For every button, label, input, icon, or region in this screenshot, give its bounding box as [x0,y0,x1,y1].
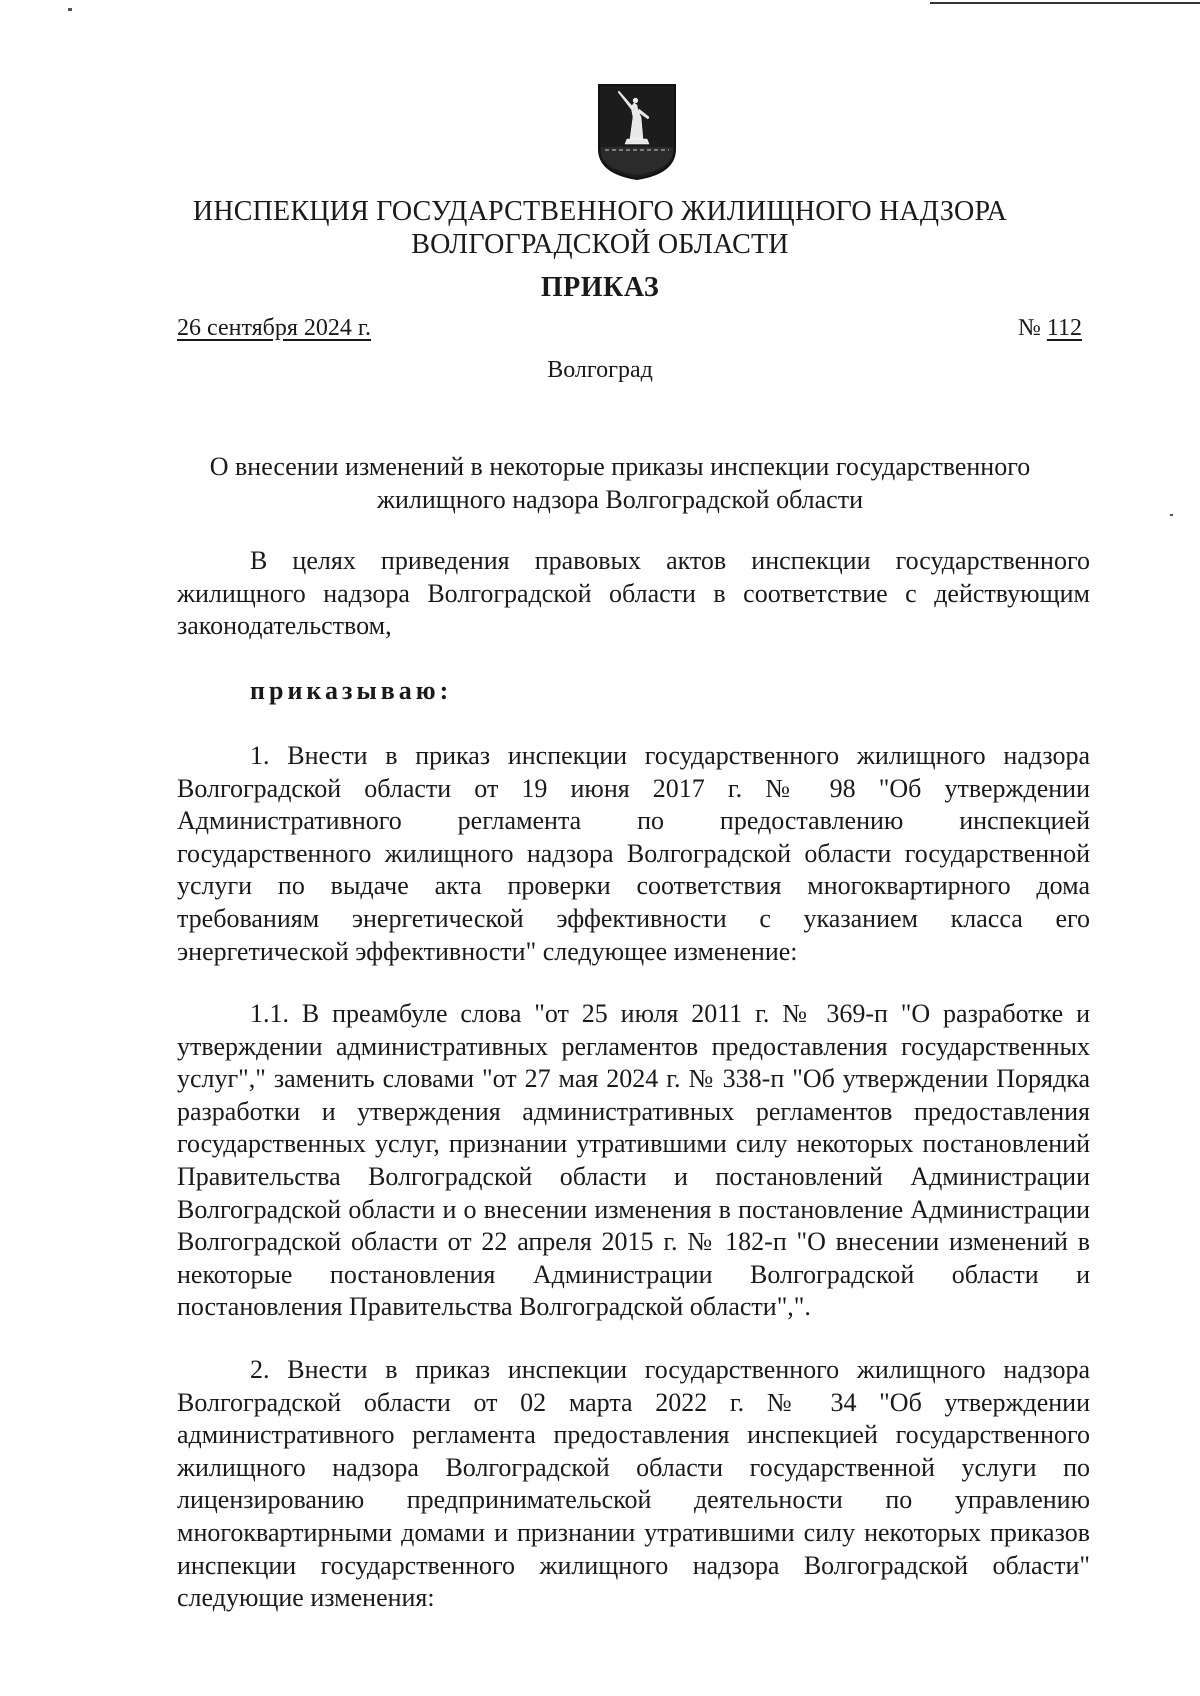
paragraph-item-2: 2. Внести в приказ инспекции государственного жилищного надзора Волгоградской области от 02 марта 2022 г. № 34 "Об утверждении административного регламента предоставления инспекцией государственного жилищного надзора Волгоградской области государственной услуги по лицензированию предпринимательской деятельности по управлению многоквартирными домами и признании утратившими силу некоторых приказов инспекции государственного жилищного надзора Волгоградской области" следующие изменения: [177,1355,1090,1613]
document-type-title: ПРИКАЗ [540,272,660,303]
number-sign: № [1018,315,1041,341]
paragraph-intro: В целях приведения правовых актов инспекции государственного жилищного надзора Волгоградской области в соответствие с действующим законодательством, [177,546,1090,641]
scan-artifact-dot [1170,514,1173,516]
paragraph-item-1-1: 1.1. В преамбуле слова "от 25 июля 2011 г. № 369-п "О разработке и утверждении административных регламентов предоставления государственных услуг"," заменить словами "от 27 мая 2024 г. № 338-п "Об утверждении Порядка разработки и утверждения административных регламентов предоставления государственных услуг, признании утратившими силу некоторых постановлений Правительства Волгоградской области и постановлений Администрации Волгоградской области и о внесении изменения в постановление Администрации Волгоградской области от 22 апреля 2015 г. № 182-п "О внесении изменений в некоторые постановления Администрации Волгоградской области и постановления Правительства Волгоградской области",". [177,999,1090,1322]
document-date: 26 сентября 2024 г. [177,315,372,341]
organization-name-line-1: ИНСПЕКЦИЯ ГОСУДАРСТВЕННОГО ЖИЛИЩНОГО НАДЗОРА [192,196,1008,227]
scan-artifact-line [930,2,1200,4]
document-number [1018,315,1082,342]
number-value: 112 [1046,315,1083,341]
scan-artifact-dot [68,8,72,11]
document-subject: О внесении изменений в некоторые приказы инспекции государственного жилищного надзора Волгоградской области [209,452,1031,514]
coat-of-arms-icon [597,83,677,181]
order-word: приказываю: [250,676,453,705]
organization-name-line-2: ВОЛГОГРАДСКОЙ ОБЛАСТИ [411,229,789,260]
paragraph-item-1: 1. Внести в приказ инспекции государственного жилищного надзора Волгоградской области от 19 июня 2017 г. № 98 "Об утверждении Административного регламента по предоставлению инспекцией государственного жилищного надзора Волгоградской области государственной услуги по выдаче акта проверки соответствия многоквартирного дома требованиям энергетической эффективности с указанием класса его энергетической эффективности" следующее изменение: [177,741,1090,966]
document-city: Волгоград [547,357,653,383]
